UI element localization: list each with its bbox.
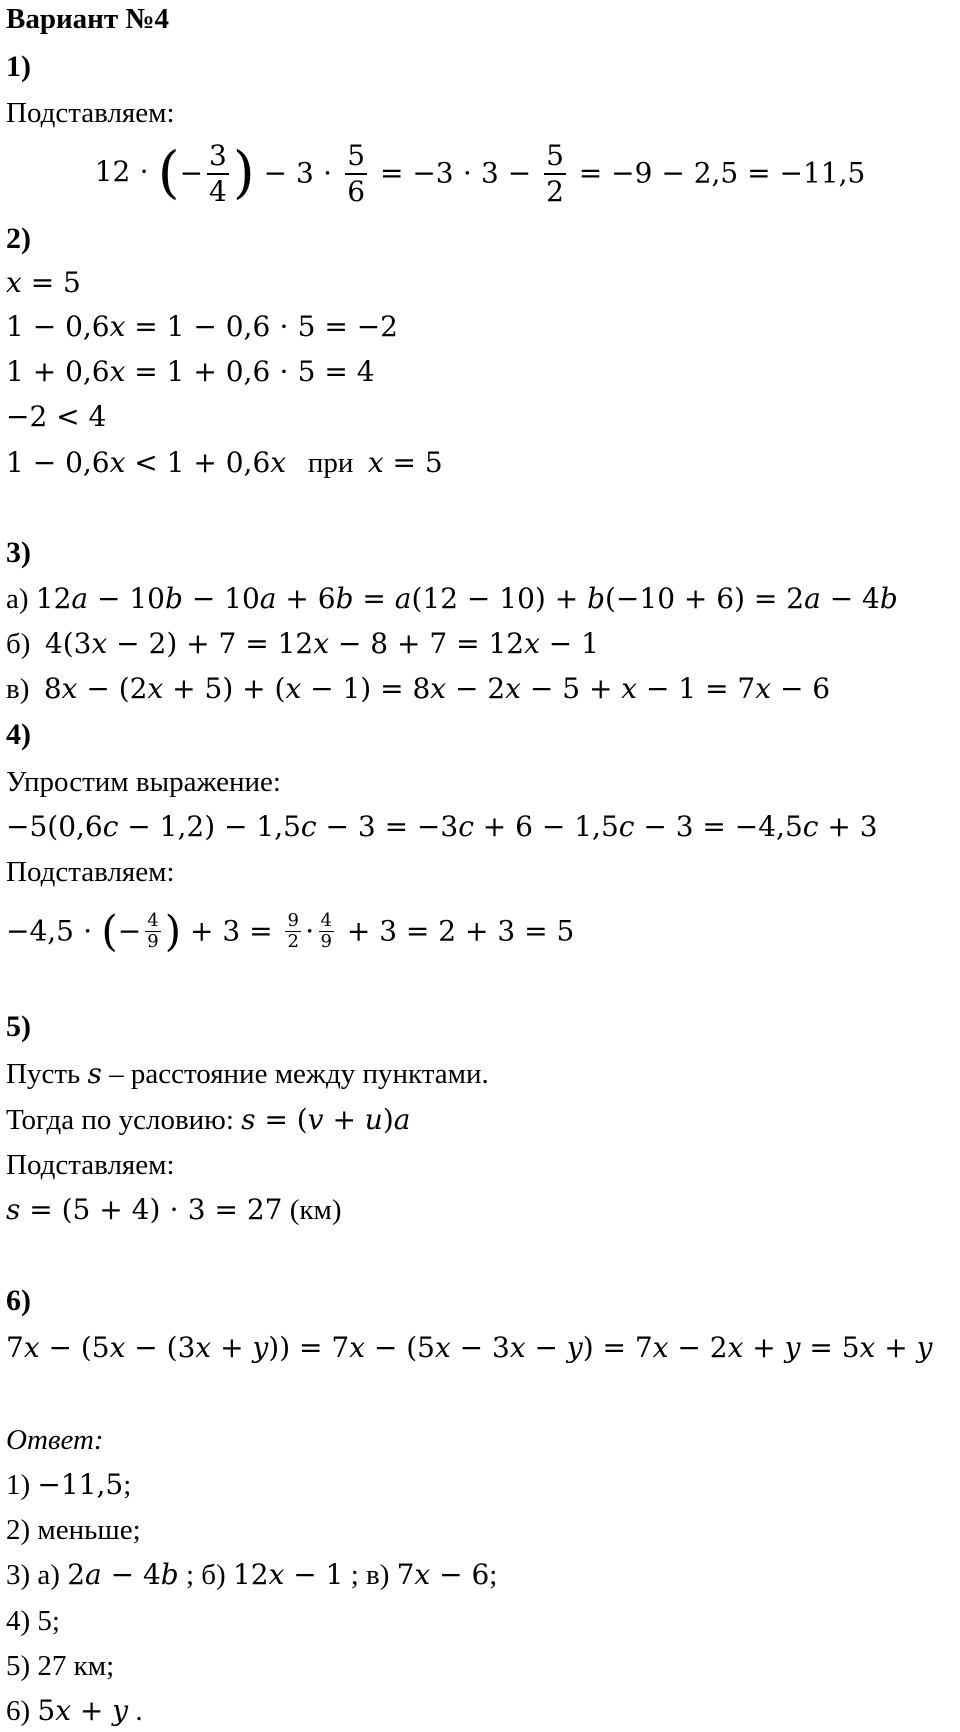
task-3-number: 3) bbox=[6, 536, 31, 569]
task-4-intro: Подставляем: bbox=[6, 856, 175, 888]
expr-part: − 3 ⋅ bbox=[263, 156, 333, 190]
part-expression: 4(3𝑥 − 2) + 7 = 12𝑥 − 8 + 7 = 12𝑥 − 1 bbox=[44, 627, 599, 660]
punct: ; bbox=[123, 1469, 132, 1501]
conclusion-condition: 𝑥 = 5 bbox=[367, 446, 443, 479]
answer-1 bbox=[6, 1468, 131, 1502]
fraction-denominator: 4 bbox=[209, 174, 227, 208]
variable: 𝑠 bbox=[87, 1057, 102, 1090]
part-label: в) bbox=[6, 673, 30, 705]
task-5-result bbox=[6, 1193, 341, 1227]
expr-part: −4,5 ⋅ bbox=[6, 914, 93, 948]
answer-value: 12𝑥 − 1 bbox=[232, 1558, 344, 1591]
answer-value: 2𝑎 − 4𝑏 bbox=[67, 1558, 179, 1591]
left-paren: ( bbox=[157, 140, 180, 206]
answer-6 bbox=[6, 1694, 143, 1728]
page-title: Вариант №4 bbox=[6, 3, 170, 35]
right-paren: ) bbox=[232, 140, 255, 206]
fraction-numerator: 5 bbox=[345, 142, 367, 175]
text: Пусть bbox=[6, 1058, 81, 1090]
answer-value: 7𝑥 − 6 bbox=[396, 1558, 490, 1591]
task-2-conclusion bbox=[6, 446, 443, 480]
answer-number: 3) а) bbox=[6, 1559, 60, 1591]
expr-part: = −3 ⋅ 3 − bbox=[379, 156, 532, 190]
task-1-intro: Подставляем: bbox=[6, 97, 175, 129]
fraction-numerator: 3 bbox=[207, 142, 229, 175]
task-2-line-3: 1 + 0,6𝑥 = 1 + 0,6 ⋅ 5 = 4 bbox=[6, 355, 375, 388]
part-expression: 12𝑎 − 10𝑏 − 10𝑎 + 6𝑏 = 𝑎(12 − 10) + 𝑏(−10 + 6) = 2𝑎 − 4𝑏 bbox=[35, 582, 898, 615]
fraction-9-2 bbox=[285, 912, 300, 951]
task-4-number: 4) bbox=[6, 718, 31, 751]
text: – расстояние между пунктами. bbox=[109, 1058, 489, 1090]
expr-part: = −9 − 2,5 = −11,5 bbox=[578, 156, 866, 190]
fraction-3-4 bbox=[207, 138, 229, 208]
conclusion-word: при bbox=[307, 447, 354, 479]
dot-operator: ⋅ bbox=[304, 914, 315, 948]
answer-value: 5𝑥 + 𝑦 bbox=[37, 1694, 129, 1727]
task-4-substitution bbox=[6, 896, 574, 964]
fraction-5-2 bbox=[544, 138, 566, 208]
task-5-line-2 bbox=[6, 1103, 410, 1137]
task-6-expression: 7𝑥 − (5𝑥 − (3𝑥 + 𝑦)) = 7𝑥 − (5𝑥 − 3𝑥 − 𝑦) = 7𝑥 − 2𝑥 + 𝑦 = 5𝑥 + 𝑦 bbox=[6, 1331, 933, 1364]
task-1-expression bbox=[0, 132, 960, 212]
task-1-number: 1) bbox=[6, 50, 31, 83]
fraction-5-6 bbox=[345, 138, 367, 208]
task-5-number: 5) bbox=[6, 1010, 31, 1043]
minus-sign: − bbox=[117, 914, 142, 948]
part-label: б) bbox=[6, 628, 31, 660]
answer-4: 4) 5; bbox=[6, 1605, 60, 1637]
fraction-4-9 bbox=[145, 912, 160, 951]
part-label: а) bbox=[6, 583, 29, 615]
fraction-denominator: 9 bbox=[147, 931, 159, 952]
punct: ; б) bbox=[178, 1559, 226, 1591]
task-2-line-2: 1 − 0,6𝑥 = 1 − 0,6 ⋅ 5 = −2 bbox=[6, 310, 398, 343]
answer-number: 6) bbox=[6, 1695, 31, 1727]
task-3-part-c bbox=[6, 672, 830, 706]
fraction-denominator: 9 bbox=[320, 931, 332, 952]
task-4-expression: −5(0,6𝑐 − 1,2) − 1,5𝑐 − 3 = −3𝑐 + 6 − 1,5𝑐 − 3 = −4,5𝑐 + 3 bbox=[6, 810, 878, 843]
punct: . bbox=[128, 1695, 143, 1727]
answer-label: Ответ: bbox=[6, 1424, 104, 1456]
task-5-line-1 bbox=[6, 1057, 489, 1091]
minus-sign: − bbox=[179, 156, 204, 190]
text: Тогда по условию: bbox=[6, 1104, 234, 1136]
task-5-intro: Подставляем: bbox=[6, 1149, 175, 1181]
task-4-simplify-label: Упростим выражение: bbox=[6, 766, 281, 798]
answer-number: 1) bbox=[6, 1469, 31, 1501]
punct: ; в) bbox=[343, 1559, 390, 1591]
task-3-part-b bbox=[6, 627, 599, 661]
right-paren: ) bbox=[164, 906, 182, 956]
task-3-part-a bbox=[6, 582, 898, 616]
task-2-line-1: 𝑥 = 5 bbox=[6, 266, 81, 299]
answer-3 bbox=[6, 1558, 497, 1592]
fraction-denominator: 6 bbox=[347, 174, 366, 208]
fraction-denominator: 2 bbox=[287, 931, 299, 952]
answer-value: −11,5 bbox=[37, 1468, 124, 1501]
expr-part: 12 ⋅ bbox=[94, 155, 149, 188]
fraction-numerator: 4 bbox=[320, 910, 332, 931]
task-2-line-4: −2 < 4 bbox=[6, 400, 107, 433]
answer-2: 2) меньше; bbox=[6, 1514, 141, 1546]
conclusion-math: 1 − 0,6𝑥 < 1 + 0,6𝑥 bbox=[6, 446, 287, 479]
expr-part: + 3 = 2 + 3 = 5 bbox=[346, 914, 575, 948]
task-6-number: 6) bbox=[6, 1284, 31, 1317]
fraction-numerator: 4 bbox=[147, 910, 159, 931]
left-paren: ( bbox=[101, 906, 118, 956]
unit: (км) bbox=[289, 1194, 342, 1226]
part-expression: 8𝑥 − (2𝑥 + 5) + (𝑥 − 1) = 8𝑥 − 2𝑥 − 5 + 𝑥 − 1 = 7𝑥 − 6 bbox=[43, 672, 831, 705]
fraction-denominator: 2 bbox=[546, 174, 564, 208]
fraction-numerator: 9 bbox=[287, 910, 299, 931]
answer-5: 5) 27 км; bbox=[6, 1650, 115, 1682]
formula: 𝑠 = (5 + 4) ⋅ 3 = 27 bbox=[6, 1193, 283, 1226]
fraction-4-9-b bbox=[319, 912, 334, 951]
task-2-number: 2) bbox=[6, 222, 31, 255]
punct: ; bbox=[489, 1559, 498, 1591]
expr-part: + 3 = bbox=[190, 914, 273, 948]
fraction-numerator: 5 bbox=[544, 142, 566, 175]
formula: 𝑠 = (𝑣 + 𝑢)𝑎 bbox=[241, 1103, 411, 1136]
